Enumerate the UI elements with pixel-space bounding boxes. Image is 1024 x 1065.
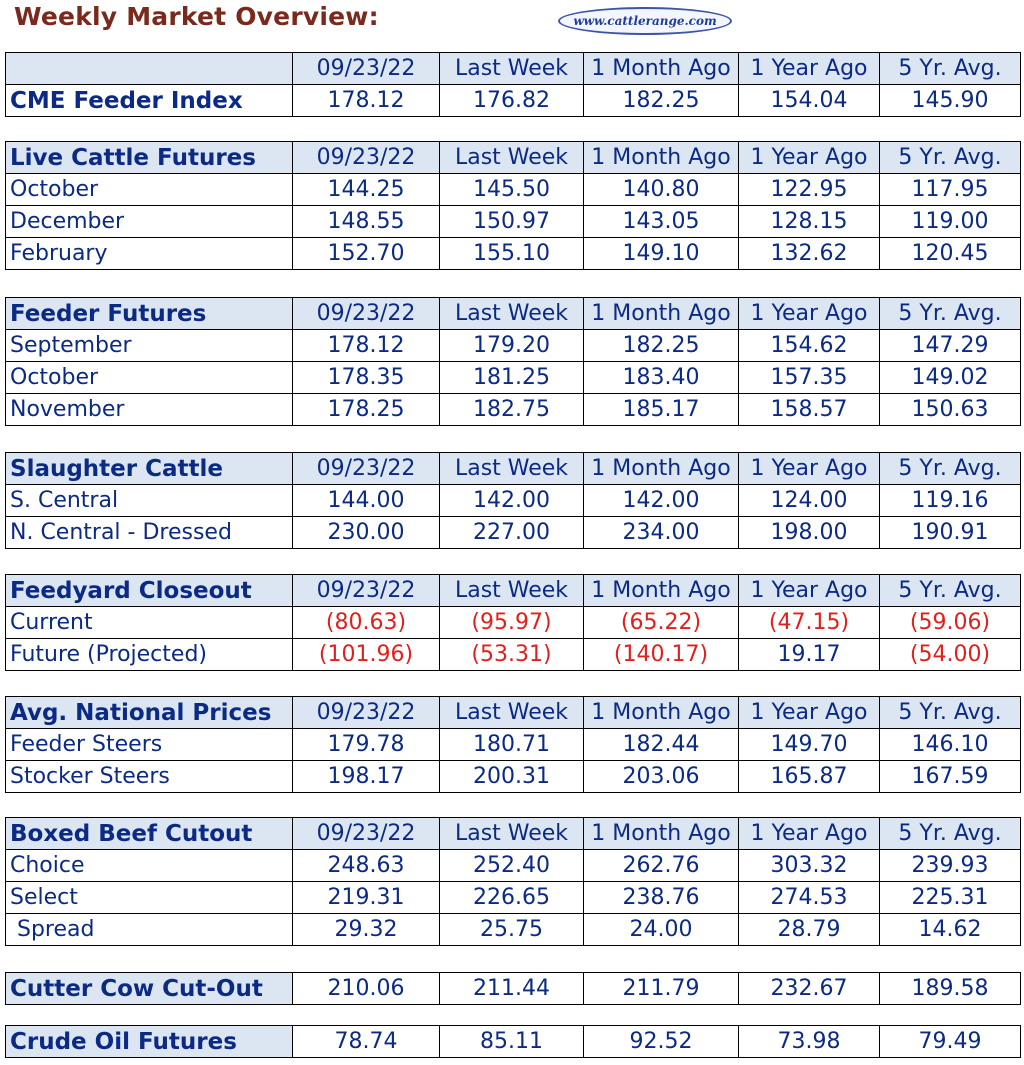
value-cell: 14.62 — [880, 914, 1021, 946]
value-cell: (95.97) — [440, 607, 584, 639]
section-header-row — [6, 818, 1021, 850]
table-row — [6, 330, 1021, 362]
section-title: Feedyard Closeout — [6, 575, 293, 607]
value-cell: 252.40 — [440, 850, 584, 882]
value-cell: 85.11 — [440, 1026, 584, 1058]
section-table — [5, 1025, 1021, 1058]
value-cell: 182.25 — [584, 85, 739, 117]
value-cell: 150.97 — [440, 206, 584, 238]
column-header: Last Week — [440, 453, 584, 485]
value-cell: 211.44 — [440, 973, 584, 1005]
column-header: 09/23/22 — [293, 53, 440, 85]
header-spacer-cell — [6, 53, 293, 85]
row-label: N. Central - Dressed — [6, 517, 293, 549]
value-cell: 189.58 — [880, 973, 1021, 1005]
table-row — [6, 729, 1021, 761]
value-cell: 154.62 — [739, 330, 880, 362]
table-row — [6, 973, 1021, 1005]
column-header: 1 Year Ago — [739, 697, 880, 729]
value-cell: 210.06 — [293, 973, 440, 1005]
column-header: 1 Year Ago — [739, 453, 880, 485]
column-header: 1 Year Ago — [739, 575, 880, 607]
section-table — [5, 141, 1021, 270]
row-label: October — [6, 174, 293, 206]
value-cell: 145.50 — [440, 174, 584, 206]
value-cell: 182.44 — [584, 729, 739, 761]
column-header: 1 Month Ago — [584, 818, 739, 850]
section-title: Feeder Futures — [6, 298, 293, 330]
value-cell: (54.00) — [880, 639, 1021, 671]
column-header: 1 Month Ago — [584, 142, 739, 174]
value-cell: 226.65 — [440, 882, 584, 914]
column-header: 1 Month Ago — [584, 453, 739, 485]
table-row — [6, 394, 1021, 426]
table-row — [6, 485, 1021, 517]
value-cell: 149.70 — [739, 729, 880, 761]
column-header: 5 Yr. Avg. — [880, 142, 1021, 174]
section-header-row — [6, 697, 1021, 729]
value-cell: 234.00 — [584, 517, 739, 549]
value-cell: 29.32 — [293, 914, 440, 946]
column-header: Last Week — [440, 142, 584, 174]
value-cell: 152.70 — [293, 238, 440, 270]
table-row — [6, 882, 1021, 914]
column-header: 1 Year Ago — [739, 53, 880, 85]
value-cell: 119.00 — [880, 206, 1021, 238]
row-label: Cutter Cow Cut-Out — [6, 973, 293, 1005]
value-cell: 219.31 — [293, 882, 440, 914]
value-cell: 230.00 — [293, 517, 440, 549]
value-cell: (140.17) — [584, 639, 739, 671]
value-cell: 232.67 — [739, 973, 880, 1005]
table-row — [6, 850, 1021, 882]
value-cell: 179.78 — [293, 729, 440, 761]
value-cell: 178.12 — [293, 85, 440, 117]
value-cell: 78.74 — [293, 1026, 440, 1058]
table-row — [6, 174, 1021, 206]
value-cell: 148.55 — [293, 206, 440, 238]
value-cell: 190.91 — [880, 517, 1021, 549]
value-cell: 200.31 — [440, 761, 584, 793]
value-cell: 248.63 — [293, 850, 440, 882]
value-cell: 155.10 — [440, 238, 584, 270]
table-row — [6, 362, 1021, 394]
table-row — [6, 639, 1021, 671]
row-label: September — [6, 330, 293, 362]
value-cell: (53.31) — [440, 639, 584, 671]
column-header: 5 Yr. Avg. — [880, 298, 1021, 330]
cattlerange-logo[interactable]: www.cattlerange.com — [558, 7, 732, 35]
row-label: Spread — [6, 914, 293, 946]
value-cell: 181.25 — [440, 362, 584, 394]
column-header: 09/23/22 — [293, 453, 440, 485]
value-cell: 142.00 — [584, 485, 739, 517]
column-header: 1 Year Ago — [739, 142, 880, 174]
row-label: Select — [6, 882, 293, 914]
value-cell: 147.29 — [880, 330, 1021, 362]
value-cell: 157.35 — [739, 362, 880, 394]
page-title: Weekly Market Overview: — [14, 2, 379, 31]
row-label: Crude Oil Futures — [6, 1026, 293, 1058]
section-header-row — [6, 298, 1021, 330]
section-header-row — [6, 142, 1021, 174]
row-label: Stocker Steers — [6, 761, 293, 793]
table-row — [6, 607, 1021, 639]
column-header: 1 Year Ago — [739, 818, 880, 850]
value-cell: 150.63 — [880, 394, 1021, 426]
column-header: 09/23/22 — [293, 818, 440, 850]
column-header: 5 Yr. Avg. — [880, 818, 1021, 850]
value-cell: 19.17 — [739, 639, 880, 671]
value-cell: 144.25 — [293, 174, 440, 206]
row-label: S. Central — [6, 485, 293, 517]
value-cell: 25.75 — [440, 914, 584, 946]
value-cell: 180.71 — [440, 729, 584, 761]
column-header: 09/23/22 — [293, 697, 440, 729]
value-cell: 262.76 — [584, 850, 739, 882]
section-header-row — [6, 453, 1021, 485]
value-cell: 149.10 — [584, 238, 739, 270]
row-label: February — [6, 238, 293, 270]
value-cell: (59.06) — [880, 607, 1021, 639]
section-title: Avg. National Prices — [6, 697, 293, 729]
value-cell: 142.00 — [440, 485, 584, 517]
row-label: Feeder Steers — [6, 729, 293, 761]
value-cell: 124.00 — [739, 485, 880, 517]
value-cell: 203.06 — [584, 761, 739, 793]
value-cell: 176.82 — [440, 85, 584, 117]
value-cell: (47.15) — [739, 607, 880, 639]
section-table — [5, 696, 1021, 793]
value-cell: 140.80 — [584, 174, 739, 206]
row-label: Choice — [6, 850, 293, 882]
section-title: Boxed Beef Cutout — [6, 818, 293, 850]
section-title: Slaughter Cattle — [6, 453, 293, 485]
value-cell: 178.12 — [293, 330, 440, 362]
column-header: 1 Month Ago — [584, 575, 739, 607]
value-cell: (101.96) — [293, 639, 440, 671]
column-header: Last Week — [440, 818, 584, 850]
row-label: October — [6, 362, 293, 394]
value-cell: 117.95 — [880, 174, 1021, 206]
value-cell: 146.10 — [880, 729, 1021, 761]
section-title: Live Cattle Futures — [6, 142, 293, 174]
column-header: Last Week — [440, 575, 584, 607]
value-cell: 143.05 — [584, 206, 739, 238]
column-header: 1 Year Ago — [739, 298, 880, 330]
column-header: 09/23/22 — [293, 142, 440, 174]
value-cell: 79.49 — [880, 1026, 1021, 1058]
value-cell: 144.00 — [293, 485, 440, 517]
value-cell: 238.76 — [584, 882, 739, 914]
value-cell: 185.17 — [584, 394, 739, 426]
value-cell: 178.25 — [293, 394, 440, 426]
row-label: Future (Projected) — [6, 639, 293, 671]
row-label: Current — [6, 607, 293, 639]
column-header: 1 Month Ago — [584, 53, 739, 85]
value-cell: 28.79 — [739, 914, 880, 946]
value-cell: 225.31 — [880, 882, 1021, 914]
section-table — [5, 452, 1021, 549]
value-cell: 73.98 — [739, 1026, 880, 1058]
section-table — [5, 972, 1021, 1005]
column-header: Last Week — [440, 697, 584, 729]
value-cell: 158.57 — [739, 394, 880, 426]
value-cell: 182.25 — [584, 330, 739, 362]
value-cell: 274.53 — [739, 882, 880, 914]
table-row — [6, 206, 1021, 238]
value-cell: 211.79 — [584, 973, 739, 1005]
value-cell: 24.00 — [584, 914, 739, 946]
column-header: Last Week — [440, 53, 584, 85]
value-cell: (80.63) — [293, 607, 440, 639]
section-header-row — [6, 53, 1021, 85]
value-cell: 120.45 — [880, 238, 1021, 270]
column-header: 09/23/22 — [293, 298, 440, 330]
table-row — [6, 85, 1021, 117]
value-cell: 165.87 — [739, 761, 880, 793]
value-cell: 167.59 — [880, 761, 1021, 793]
section-table — [5, 574, 1021, 671]
section-header-row — [6, 575, 1021, 607]
row-label: CME Feeder Index — [6, 85, 293, 117]
table-row — [6, 517, 1021, 549]
section-table — [5, 297, 1021, 426]
value-cell: (65.22) — [584, 607, 739, 639]
value-cell: 122.95 — [739, 174, 880, 206]
value-cell: 178.35 — [293, 362, 440, 394]
value-cell: 303.32 — [739, 850, 880, 882]
value-cell: 239.93 — [880, 850, 1021, 882]
value-cell: 145.90 — [880, 85, 1021, 117]
column-header: Last Week — [440, 298, 584, 330]
table-row — [6, 914, 1021, 946]
value-cell: 179.20 — [440, 330, 584, 362]
value-cell: 92.52 — [584, 1026, 739, 1058]
value-cell: 198.17 — [293, 761, 440, 793]
column-header: 5 Yr. Avg. — [880, 575, 1021, 607]
table-row — [6, 761, 1021, 793]
row-label: November — [6, 394, 293, 426]
column-header: 5 Yr. Avg. — [880, 697, 1021, 729]
value-cell: 182.75 — [440, 394, 584, 426]
section-table — [5, 817, 1021, 946]
value-cell: 183.40 — [584, 362, 739, 394]
column-header: 09/23/22 — [293, 575, 440, 607]
column-header: 5 Yr. Avg. — [880, 53, 1021, 85]
column-header: 5 Yr. Avg. — [880, 453, 1021, 485]
value-cell: 128.15 — [739, 206, 880, 238]
section-table — [5, 52, 1021, 117]
value-cell: 198.00 — [739, 517, 880, 549]
value-cell: 119.16 — [880, 485, 1021, 517]
value-cell: 149.02 — [880, 362, 1021, 394]
table-row — [6, 1026, 1021, 1058]
value-cell: 227.00 — [440, 517, 584, 549]
column-header: 1 Month Ago — [584, 697, 739, 729]
value-cell: 154.04 — [739, 85, 880, 117]
column-header: 1 Month Ago — [584, 298, 739, 330]
table-row — [6, 238, 1021, 270]
row-label: December — [6, 206, 293, 238]
value-cell: 132.62 — [739, 238, 880, 270]
